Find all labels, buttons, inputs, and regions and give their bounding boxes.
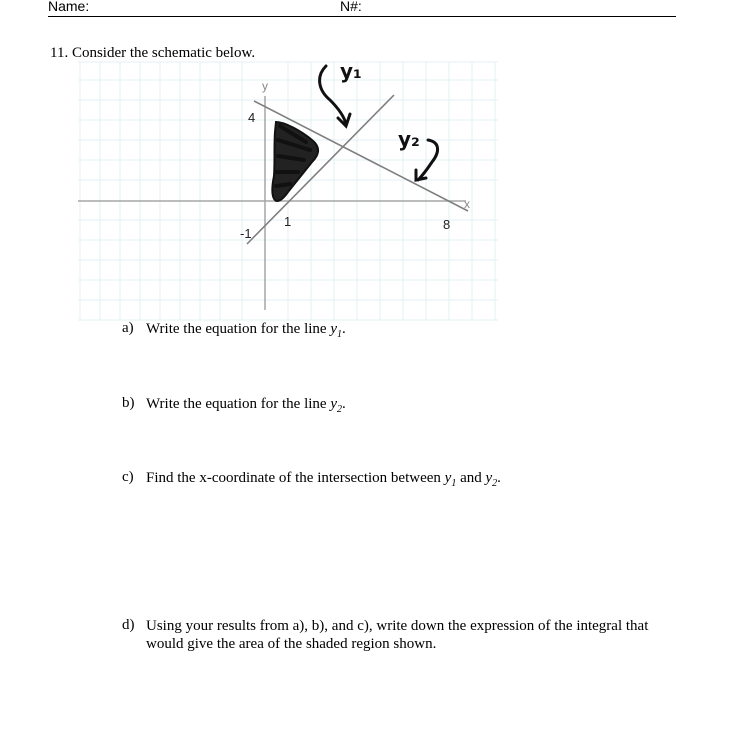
name-label: Name: [48, 0, 90, 14]
y-axis-label: y [262, 79, 268, 93]
annotation-y2: y₂ [398, 127, 420, 151]
annotation-y1: y₁ [340, 59, 362, 83]
part-b-label: b) [122, 395, 135, 411]
tick-x-1: 1 [284, 214, 292, 229]
part-b-text: Write the equation for the line $y_2$. [146, 396, 346, 415]
tick-x-neg1: -1 [240, 226, 252, 241]
part-c-label: c) [122, 469, 134, 485]
part-c-text: Find the x-coordinate of the intersection between $y_1$ and $y_2$. [146, 470, 501, 489]
part-d-text: Using your results from a), b), and c), write down the expression of the integral that would give the area of the shaded region shown. [146, 618, 649, 652]
tick-x-8: 8 [443, 217, 451, 232]
question-intro: 11. Consider the schematic below. [50, 45, 256, 61]
x-axis-label: x [464, 197, 470, 211]
part-a-text: Write the equation for the line $y_1$. [146, 321, 346, 340]
number-label: N#: [340, 0, 362, 14]
part-d-label: d) [122, 617, 135, 633]
tick-y-4: 4 [248, 110, 256, 125]
line-y1 [247, 95, 394, 244]
part-a-label: a) [122, 320, 134, 336]
